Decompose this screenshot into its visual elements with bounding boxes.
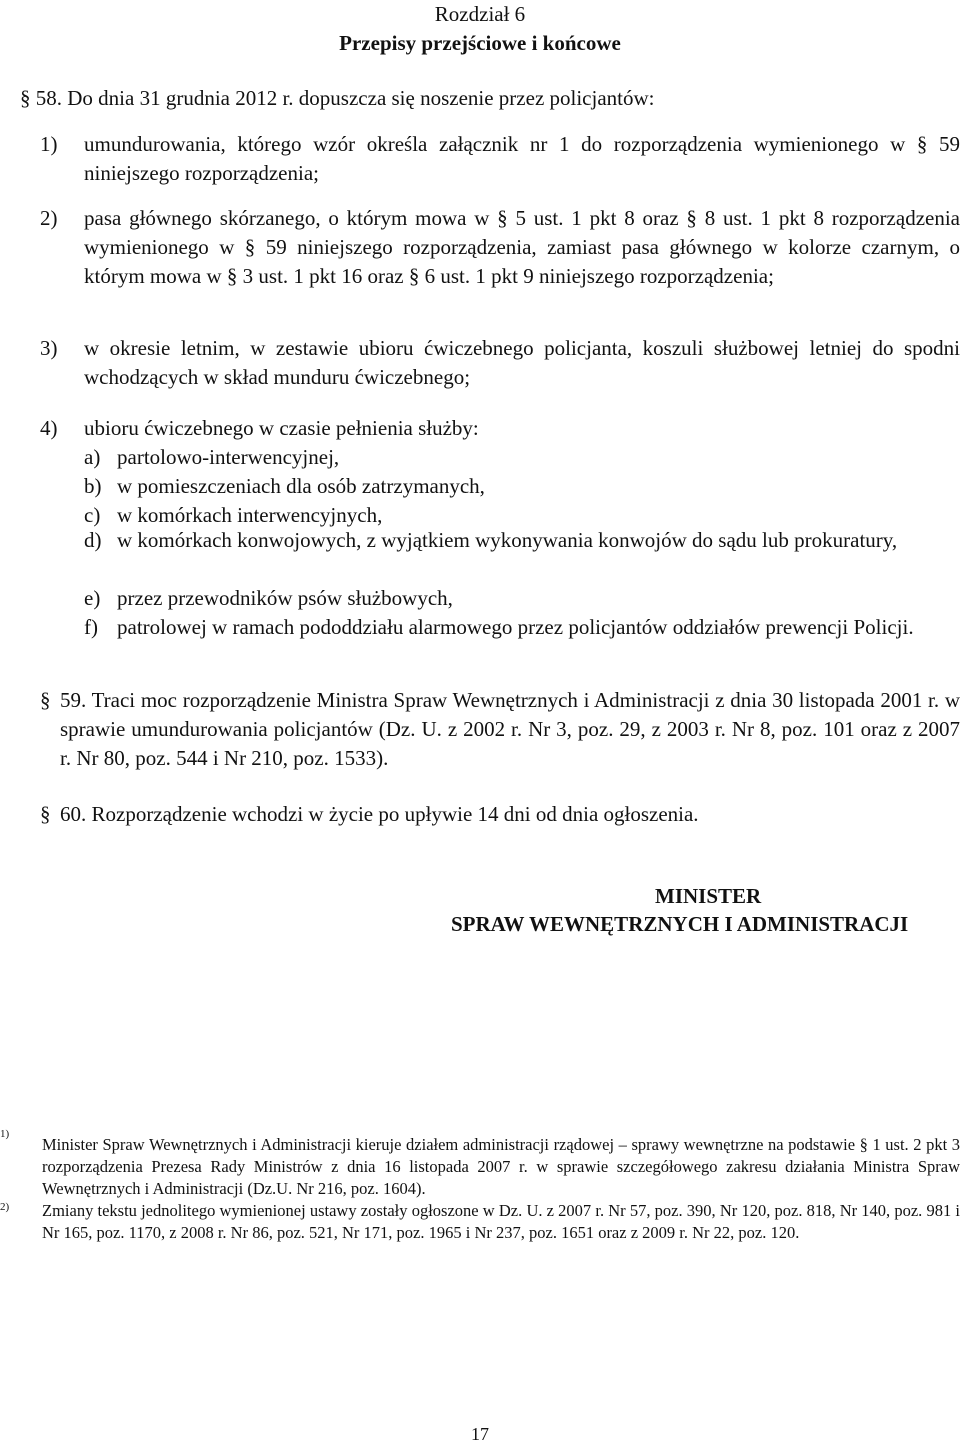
section-59-text: 59. Traci moc rozporządzenie Ministra Spraw Wewnętrznych i Administracji z dnia 30 listopada 2001 r. w sprawie umundurowania policjantów (Dz. U. z 2002 r. Nr 3, poz. 29, z 2003 r. Nr 8, poz. 101 oraz z 2007 r. Nr 80, poz. 544 i Nr 210, poz. 1533). (60, 688, 960, 770)
list-item (40, 414, 960, 443)
signature-office: SPRAW WEWNĘTRZNYCH I ADMINISTRACJI (451, 912, 909, 936)
sub-item-text: przez przewodników psów służbowych, (117, 586, 453, 610)
sub-item-letter: b) (84, 474, 102, 498)
list-item-number: 1) (40, 132, 58, 156)
sub-item-text: w komórkach interwencyjnych, (117, 503, 383, 527)
list-item-text: w okresie letnim, w zestawie ubioru ćwiczebnego policjanta, koszuli służbowej letniej do spodni wchodzących w skład munduru ćwiczebnego; (84, 336, 960, 389)
section-sign: § (40, 802, 51, 826)
section-59 (40, 686, 960, 773)
section-58-lead: § 58. Do dnia 31 grudnia 2012 r. dopuszcza się noszenie przez policjantów: (20, 86, 655, 110)
footnote-mark: 1) (0, 1128, 10, 1140)
section-60 (40, 800, 960, 829)
section-60-text: 60. Rozporządzenie wchodzi w życie po upływie 14 dni od dnia ogłoszenia. (60, 802, 699, 826)
signature-title: MINISTER (655, 884, 762, 908)
list-item (40, 334, 960, 392)
sub-item-letter: d) (84, 528, 102, 552)
list-item (40, 130, 960, 188)
sub-item-letter: c) (84, 503, 101, 527)
footnote-text: Minister Spraw Wewnętrznych i Administracji kieruje działem administracji rządowej – sprawy wewnętrzne na podstawie § 1 ust. 2 pkt 3 rozporządzenia Prezesa Rady Ministrów z dnia 16 listopada 2007 r. w sprawie szczegółowego zakresu działania Ministra Spraw Wewnętrznych i Administracji (Dz.U. Nr 216, poz. 1604). (42, 1135, 960, 1198)
list-item-number: 4) (40, 416, 58, 440)
sub-item (84, 584, 960, 613)
chapter-number: Rozdział 6 (434, 2, 526, 26)
list-item-number: 3) (40, 336, 58, 360)
sub-item-letter: a) (84, 445, 101, 469)
sub-item (84, 526, 960, 555)
sub-item-text: patrolowej w ramach pododdziału alarmowego przez policjantów oddziałów prewencji Policji. (117, 615, 914, 639)
chapter-title: Przepisy przejściowe i końcowe (339, 31, 621, 55)
list-item-text: umundurowania, którego wzór określa załącznik nr 1 do rozporządzenia wymienionego w § 59 niniejszego rozporządzenia; (84, 132, 960, 185)
sub-item-text: w komórkach konwojowych, z wyjątkiem wykonywania konwojów do sądu lub prokuratury, (117, 528, 898, 552)
sub-item-text: w pomieszczeniach dla osób zatrzymanych, (117, 474, 485, 498)
list-item-text: ubioru ćwiczebnego w czasie pełnienia służby: (84, 416, 479, 440)
sub-item-text: partolowo-interwencyjnej, (117, 445, 340, 469)
sub-item-letter: f) (84, 615, 98, 639)
sub-item (84, 443, 960, 472)
footnote-text: Zmiany tekstu jednolitego wymienionej ustawy zostały ogłoszone w Dz. U. z 2007 r. Nr 57, poz. 390, Nr 120, poz. 818, Nr 140, poz. 981 i Nr 165, poz. 1170, z 2008 r. Nr 86, poz. 521, Nr 171, poz. 1965 i Nr 237, poz. 1651 oraz z 2009 r. Nr 22, poz. 120. (42, 1201, 960, 1242)
page-number: 17 (471, 1424, 489, 1444)
list-item-text: pasa głównego skórzanego, o którym mowa w § 5 ust. 1 pkt 8 oraz § 8 ust. 1 pkt 8 rozporządzenia wymienionego w § 59 niniejszego rozporządzenia, zamiast pasa głównego w kolorze czarnym, o którym mowa w § 3 ust. 1 pkt 16 oraz § 6 ust. 1 pkt 9 niniejszego rozporządzenia; (84, 206, 960, 288)
section-sign: § (40, 688, 51, 712)
footnote-mark: 2) (0, 1201, 10, 1213)
sub-item (84, 472, 960, 501)
sub-item (84, 613, 960, 642)
sub-item-letter: e) (84, 586, 101, 610)
list-item (40, 204, 960, 291)
list-item-number: 2) (40, 206, 58, 230)
